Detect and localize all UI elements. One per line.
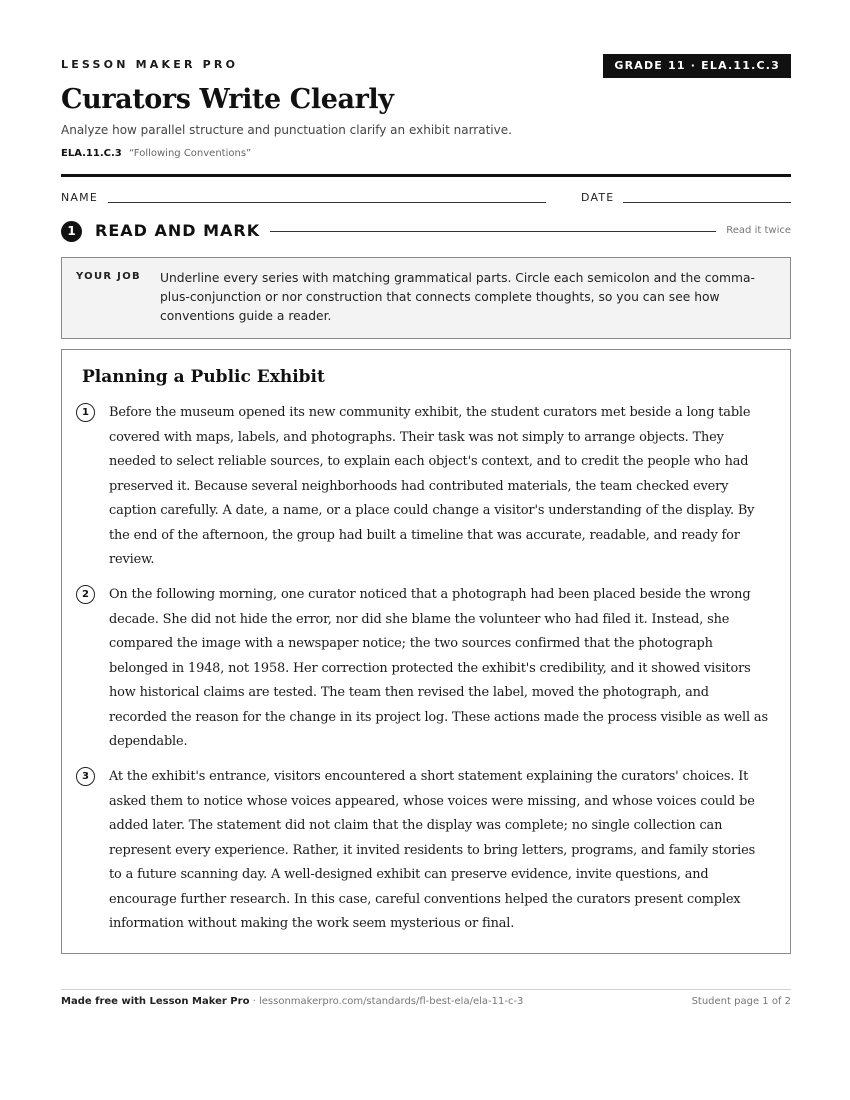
paragraph-number: 1 (76, 403, 95, 422)
section-header (61, 219, 791, 243)
paragraph-text: At the exhibit's entrance, visitors encountered a short statement explaining the curators' choices. It asked them to notice whose voices appeared, whose voices were missing, and whose voices could be added later. The statement did not claim that the display was complete; no single collection can represent every experience. Rather, it invited residents to bring letters, programs, and family stories to a future scanning day. A well-designed exhibit can preserve evidence, invite questions, and encourage further research. In this case, careful conventions helped the curators present complex information without making the work seem mysterious or final. (109, 769, 756, 931)
page-indicator: Student page 1 of 2 (691, 996, 791, 1007)
instructions-box (61, 257, 791, 339)
header-bar (61, 54, 791, 78)
reading-passage (61, 349, 791, 954)
footer-divider (61, 989, 791, 990)
paragraph-text: On the following morning, one curator noticed that a photograph had been placed beside the wrong decade. She did not hide the error, nor did she blame the volunteer who had filed it. Instead, she compared the image with a newspaper notice; the two sources confirmed that the photograph belonged in 1948, not 1958. Her correction protected the exhibit's credibility, and it showed visitors how historical claims are tested. The team then revised the label, moved the photograph, and recorded the reason for the change in its project log. These actions made the process visible as well as dependable. (109, 587, 768, 749)
standard-code: ELA.11.C.3 (61, 148, 122, 159)
section-divider (270, 231, 716, 232)
grade-badge: GRADE 11 · ELA.11.C.3 (603, 54, 791, 78)
worksheet-page (61, 0, 791, 1100)
section-note: Read it twice (726, 225, 791, 236)
date-field[interactable] (623, 202, 791, 203)
standard-reference (61, 148, 251, 159)
section-number-badge: 1 (61, 221, 82, 242)
paragraph-number: 2 (76, 585, 95, 604)
footer-credit (61, 996, 523, 1007)
footer-made-with: Made free with Lesson Maker Pro (61, 996, 250, 1007)
standard-name: “Following Conventions” (128, 148, 252, 159)
student-info-row (61, 191, 791, 205)
page-subtitle: Analyze how parallel structure and punctuation clarify an exhibit narrative. (61, 123, 512, 137)
footer-url[interactable]: · lessonmakerpro.com/standards/fl-best-ela/ela-11-c-3 (249, 996, 524, 1007)
name-label: NAME (61, 191, 98, 204)
header-divider (61, 174, 791, 177)
brand-name: LESSON MAKER PRO (61, 58, 239, 71)
passage-title: Planning a Public Exhibit (82, 367, 325, 387)
name-field[interactable] (108, 202, 546, 203)
instructions-text: Underline every series with matching grammatical parts. Circle each semicolon and the comma-plus-conjunction or nor construction that connects complete thoughts, so you can see how conventions guide a reader. (160, 271, 755, 323)
section-title: READ AND MARK (95, 221, 261, 240)
page-title: Curators Write Clearly (61, 84, 394, 115)
instructions-label: YOUR JOB (76, 271, 141, 282)
paragraph-text: Before the museum opened its new community exhibit, the student curators met beside a long table covered with maps, labels, and photographs. Their task was not simply to arrange objects. They needed to select reliable sources, to explain each object's context, and to credit the people who had preserved it. Because several neighborhoods had contributed materials, the team checked every caption carefully. A date, a name, or a place could change a visitor's understanding of the display. By the end of the afternoon, the group had built a timeline that was accurate, readable, and ready for review. (109, 405, 755, 567)
date-label: DATE (581, 191, 615, 204)
paragraph-number: 3 (76, 767, 95, 786)
